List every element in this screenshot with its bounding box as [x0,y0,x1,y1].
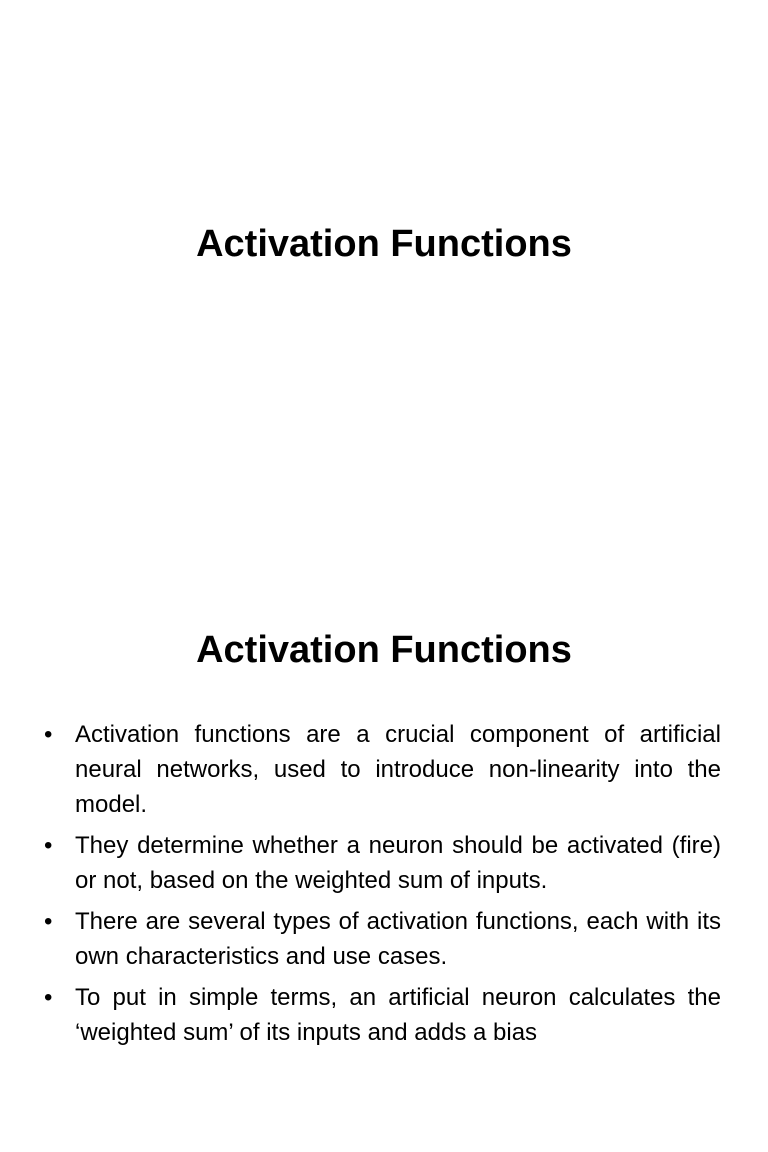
slide-1-title: Activation Functions [196,223,572,265]
slide-2-title: Activation Functions [196,629,572,671]
bullet-item-1 [44,717,721,822]
bullet-item-2 [44,828,721,898]
bullet-icon: • [44,721,53,748]
bullet-icon: • [44,832,53,859]
bullet-item-4 [44,980,721,1050]
bullet-text-1: Activation functions are a crucial component of artificial neural networks, used to introduce non-linearity into the model. [75,721,721,818]
slide-2 [0,576,768,1152]
bullet-icon: • [44,908,53,935]
bullet-icon: • [44,984,53,1011]
bullet-text-4: To put in simple terms, an artificial neuron calculates the ‘weighted sum’ of its inputs and adds a bias [75,984,721,1046]
bullet-list [44,717,721,1056]
bullet-text-3: There are several types of activation functions, each with its own characteristics and use cases. [75,908,721,970]
bullet-text-2: They determine whether a neuron should be activated (fire) or not, based on the weighted sum of inputs. [75,832,721,894]
bullet-item-3 [44,904,721,974]
